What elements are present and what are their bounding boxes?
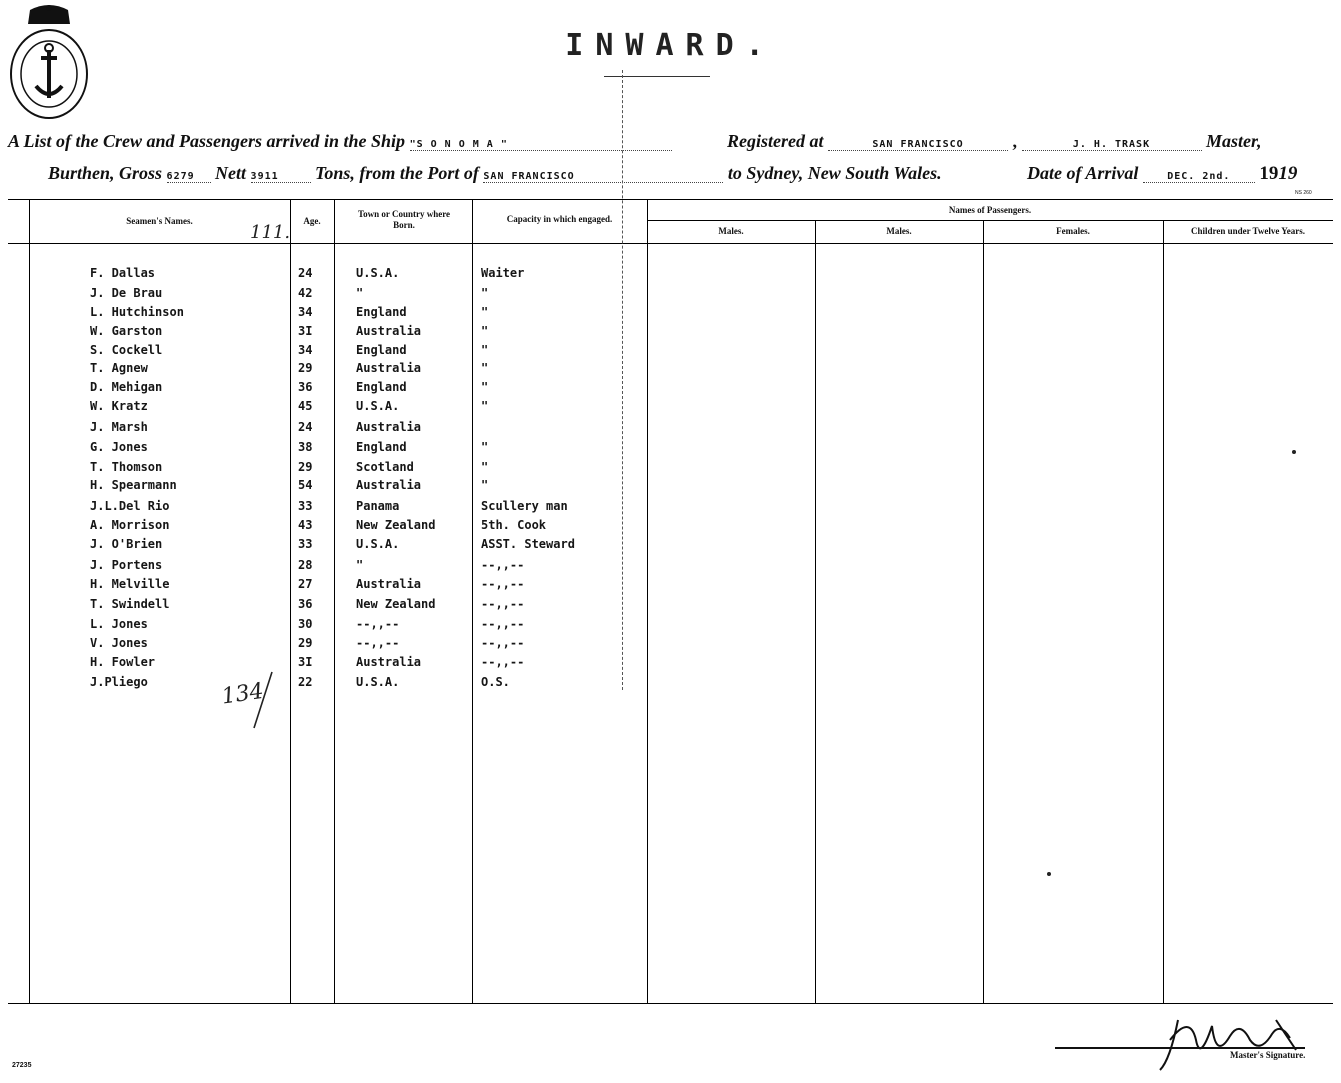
crew-age: 28	[298, 558, 313, 572]
col-head-names: Seamen's Names.	[126, 216, 193, 226]
crew-capacity: --,,--	[481, 597, 525, 611]
crew-age: 36	[298, 380, 313, 394]
form-reference: NS 260	[1295, 190, 1312, 196]
col-divider-passengers	[647, 199, 648, 1004]
col-head-males-2: Males.	[886, 226, 912, 236]
arrival-date	[1027, 163, 1297, 185]
crew-capacity: "	[481, 380, 489, 394]
crew-capacity: --,,--	[481, 636, 525, 650]
registered-separator: ,	[1012, 131, 1017, 151]
crew-born: "	[356, 286, 364, 300]
col-head-males-1: Males.	[718, 226, 744, 236]
col-head-capacity: Capacity in which engaged.	[506, 214, 613, 224]
handwritten-count-top	[240, 216, 300, 246]
signature-line	[1055, 1047, 1305, 1049]
col-head-females: Females.	[1056, 226, 1090, 236]
col-divider-males2	[815, 220, 816, 1004]
crew-name: D. Mehigan	[90, 380, 163, 394]
crew-age: 29	[298, 636, 313, 650]
crew-capacity: --,,--	[481, 655, 525, 669]
year-prefix: 19	[1259, 163, 1279, 184]
crew-born: U.S.A.	[356, 537, 400, 551]
crew-age: 3I	[298, 655, 313, 669]
passenger-subheader-rule	[647, 220, 1333, 221]
crew-age: 54	[298, 478, 313, 492]
gross-tons-field: 6279	[167, 171, 211, 183]
crew-name: A. Morrison	[90, 518, 170, 532]
to-sydney-label: to Sydney, New South Wales.	[727, 163, 942, 183]
crew-name: T. Thomson	[90, 460, 163, 474]
crew-capacity: "	[481, 399, 489, 413]
crew-born: England	[356, 343, 407, 357]
crew-age: 33	[298, 537, 313, 551]
crew-born: Australia	[356, 420, 422, 434]
crew-capacity: "	[481, 343, 489, 357]
crew-born: Australia	[356, 655, 422, 669]
crew-name: L. Jones	[90, 617, 148, 631]
crew-capacity: Scullery man	[481, 499, 568, 513]
col-divider-born	[334, 199, 335, 1004]
crew-born: "	[356, 558, 364, 572]
crew-age: 24	[298, 266, 313, 280]
crew-name: J.L.Del Rio	[90, 499, 170, 513]
crew-age: 29	[298, 460, 313, 474]
crew-born: U.S.A.	[356, 266, 400, 280]
master-name-field: J. H. TRASK	[1022, 139, 1202, 151]
crew-age: 42	[298, 286, 313, 300]
registered-port-field: SAN FRANCISCO	[828, 139, 1008, 151]
crew-capacity: "	[481, 305, 489, 319]
signature-label: Master's Signature.	[1230, 1050, 1306, 1060]
col-divider-capacity	[472, 199, 473, 1004]
page-title: INWARD.	[565, 28, 776, 63]
crew-name: H. Fowler	[90, 655, 156, 669]
crew-born: --,,--	[356, 636, 400, 650]
ship-name-field: "S O N O M A "	[410, 139, 672, 151]
crew-capacity: "	[481, 324, 489, 338]
crew-age: 43	[298, 518, 313, 532]
count-top-text: 111.	[250, 222, 291, 243]
crew-name: L. Hutchinson	[90, 305, 184, 319]
crew-born: New Zealand	[356, 518, 436, 532]
crew-name: T. Agnew	[90, 361, 148, 375]
crew-age: 34	[298, 343, 313, 357]
crew-name: S. Cockell	[90, 343, 163, 357]
crew-age: 33	[298, 499, 313, 513]
crew-name: H. Spearmann	[90, 478, 177, 492]
col-head-passengers: Names of Passengers.	[948, 205, 1032, 215]
crew-born: Australia	[356, 577, 422, 591]
arrival-label: Date of Arrival	[1027, 163, 1139, 183]
crew-age: 45	[298, 399, 313, 413]
stray-mark	[1292, 450, 1296, 454]
crew-capacity: "	[481, 460, 489, 474]
year-suffix: 19	[1278, 163, 1298, 184]
crew-name: W. Garston	[90, 324, 163, 338]
col-divider-females	[983, 220, 984, 1004]
title-rule	[604, 76, 710, 77]
master-signature-icon	[1100, 1000, 1340, 1080]
crew-capacity: --,,--	[481, 577, 525, 591]
crew-name: T. Swindell	[90, 597, 170, 611]
crew-capacity: "	[481, 286, 489, 300]
crew-name: J.Pliego	[90, 675, 148, 689]
crew-capacity: ASST. Steward	[481, 537, 575, 551]
arrival-date-field: DEC. 2nd.	[1143, 171, 1255, 183]
crew-age: 27	[298, 577, 313, 591]
crew-capacity: "	[481, 440, 489, 454]
crew-name: J. Marsh	[90, 420, 148, 434]
count-bottom-text: 134	[220, 678, 266, 710]
crew-name: J. De Brau	[90, 286, 163, 300]
table-top-rule	[8, 199, 1333, 200]
crew-name: H. Melville	[90, 577, 170, 591]
crew-capacity: --,,--	[481, 617, 525, 631]
col-head-children: Children under Twelve Years.	[1190, 226, 1305, 236]
crew-age: 22	[298, 675, 313, 689]
fold-crease	[622, 70, 623, 690]
crew-born: Panama	[356, 499, 400, 513]
crew-age: 3I	[298, 324, 313, 338]
crew-name: F. Dallas	[90, 266, 156, 280]
crew-age: 29	[298, 361, 313, 375]
from-port-field: SAN FRANCISCO	[483, 171, 723, 183]
crew-born: Australia	[356, 324, 422, 338]
col-divider-children	[1163, 220, 1164, 1004]
crew-born: U.S.A.	[356, 675, 400, 689]
crew-born: New Zealand	[356, 597, 436, 611]
stray-mark	[1047, 872, 1051, 876]
tons-from-label: Tons, from the Port of	[315, 163, 479, 183]
header-line-2	[48, 163, 942, 184]
table-header-rule	[8, 243, 1333, 244]
col-divider-age	[290, 199, 291, 1004]
header-line-1	[8, 131, 672, 152]
master-label: Master,	[1206, 131, 1262, 151]
registered-at	[727, 131, 1262, 152]
crew-age: 34	[298, 305, 313, 319]
crew-born: U.S.A.	[356, 399, 400, 413]
col-divider-left	[29, 199, 30, 1004]
crew-born: Scotland	[356, 460, 414, 474]
crew-capacity: "	[481, 361, 489, 375]
handwritten-count-bottom	[218, 666, 288, 732]
form-number: 27235	[12, 1062, 32, 1069]
nett-tons-field: 3911	[251, 171, 311, 183]
col-head-age: Age.	[303, 216, 321, 226]
registered-label: Registered at	[727, 131, 824, 151]
col-head-born: Town or Country where Born.	[357, 209, 451, 230]
crew-born: England	[356, 440, 407, 454]
crew-capacity: Waiter	[481, 266, 525, 280]
crew-name: V. Jones	[90, 636, 148, 650]
crew-name: J. Portens	[90, 558, 163, 572]
crew-name: W. Kratz	[90, 399, 148, 413]
crew-born: --,,--	[356, 617, 400, 631]
crew-age: 38	[298, 440, 313, 454]
crew-age: 24	[298, 420, 313, 434]
crew-age: 30	[298, 617, 313, 631]
list-prefix: A List of the Crew and Passengers arrived in the Ship	[8, 131, 406, 151]
crew-capacity: 5th. Cook	[481, 518, 547, 532]
crew-capacity: O.S.	[481, 675, 510, 689]
crew-name: G. Jones	[90, 440, 148, 454]
crew-born: Australia	[356, 361, 422, 375]
crew-name: J. O'Brien	[90, 537, 163, 551]
burthen-label: Burthen, Gross	[48, 163, 163, 183]
crew-capacity: --,,--	[481, 558, 525, 572]
crew-born: England	[356, 305, 407, 319]
crew-born: England	[356, 380, 407, 394]
nett-label: Nett	[215, 163, 247, 183]
crew-capacity: "	[481, 478, 489, 492]
crew-age: 36	[298, 597, 313, 611]
crew-born: Australia	[356, 478, 422, 492]
